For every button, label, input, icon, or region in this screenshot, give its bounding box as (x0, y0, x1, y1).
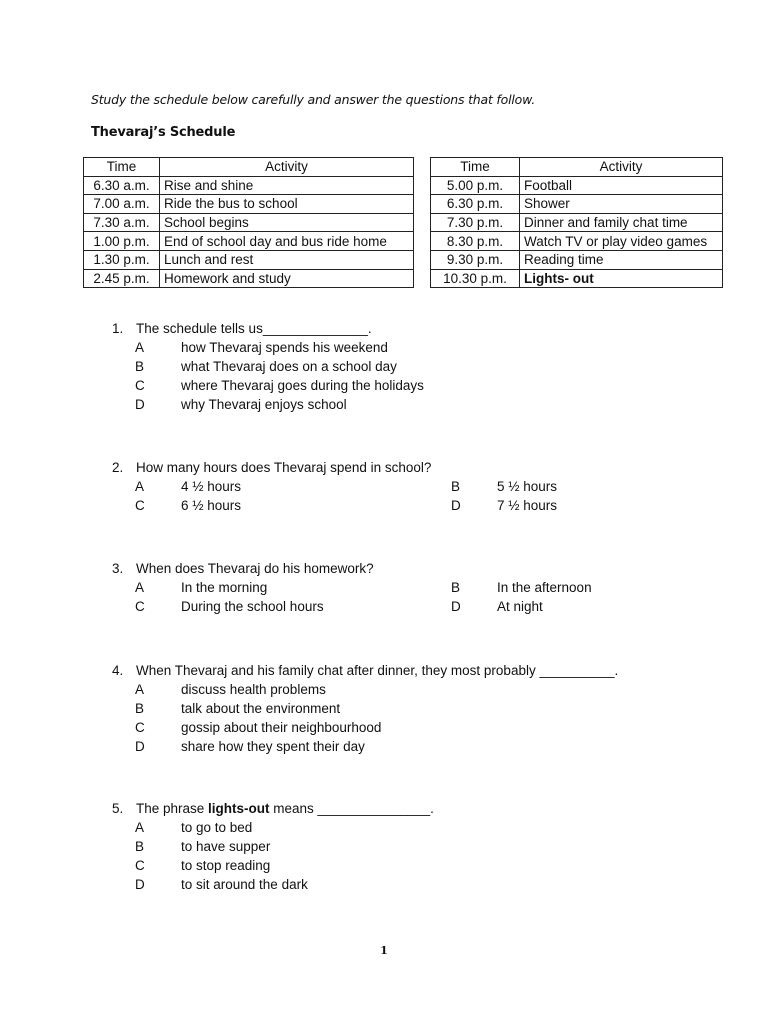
time-cell: 10.30 p.m. (431, 269, 520, 288)
question-number: 4. (112, 663, 124, 678)
activity-cell: End of school day and bus ride home (160, 232, 414, 251)
question-number: 1. (112, 321, 124, 336)
option-text-b[interactable]: 5 ½ hours (497, 479, 558, 494)
option-letter-c[interactable]: C (135, 599, 145, 614)
option-text: discuss health problems (181, 682, 326, 697)
table-row (431, 269, 723, 288)
question-stem: The schedule tells us______________. (136, 321, 372, 336)
question-number: 3. (112, 561, 124, 576)
option-a[interactable] (112, 680, 712, 699)
question-4 (112, 661, 712, 756)
option-letter-b[interactable]: B (451, 580, 461, 595)
option-text-a[interactable]: In the morning (181, 580, 268, 595)
activity-cell: Watch TV or play video games (520, 232, 723, 251)
option-text: what Thevaraj does on a school day (181, 359, 397, 374)
question-stem-before: The phrase (136, 801, 209, 816)
question-stem: When Thevaraj and his family chat after dinner, they most probably __________. (136, 663, 619, 678)
activity-cell: Shower (520, 195, 723, 214)
header-activity: Activity (520, 158, 723, 177)
table-row (84, 250, 414, 269)
table-row (84, 232, 414, 251)
table-row (431, 232, 723, 251)
schedule-title: Thevaraj’s Schedule (91, 125, 236, 140)
option-text: to stop reading (181, 858, 271, 873)
option-letter: C (135, 720, 145, 735)
activity-cell: Homework and study (160, 269, 414, 288)
option-text: talk about the environment (181, 701, 341, 716)
option-text: why Thevaraj enjoys school (181, 397, 347, 412)
option-b[interactable] (112, 357, 712, 376)
option-row (112, 578, 712, 597)
option-c[interactable] (112, 718, 712, 737)
activity-cell: Lights- out (520, 269, 723, 288)
activity-cell: Football (520, 176, 723, 195)
option-letter: A (135, 820, 145, 835)
option-row (112, 597, 712, 616)
table-row (84, 195, 414, 214)
option-letter: C (135, 378, 145, 393)
header-time: Time (431, 158, 520, 177)
table-row (84, 176, 414, 195)
table-header-row (84, 158, 414, 177)
question-3 (112, 559, 712, 616)
table-row (84, 213, 414, 232)
option-d[interactable] (112, 395, 712, 414)
option-text: gossip about their neighbourhood (181, 720, 382, 735)
activity-cell: Ride the bus to school (160, 195, 414, 214)
activity-cell: Rise and shine (160, 176, 414, 195)
header-time: Time (84, 158, 160, 177)
option-text: to go to bed (181, 820, 253, 835)
time-cell: 7.30 a.m. (84, 213, 160, 232)
question-2 (112, 458, 712, 515)
time-cell: 6.30 p.m. (431, 195, 520, 214)
option-text: where Thevaraj goes during the holidays (181, 378, 424, 393)
question-5 (112, 799, 712, 894)
activity-cell: Reading time (520, 250, 723, 269)
time-cell: 1.00 p.m. (84, 232, 160, 251)
time-cell: 7.30 p.m. (431, 213, 520, 232)
option-c[interactable] (112, 856, 712, 875)
option-text: to sit around the dark (181, 877, 308, 892)
time-cell: 5.00 p.m. (431, 176, 520, 195)
time-cell: 2.45 p.m. (84, 269, 160, 288)
table-row (431, 250, 723, 269)
option-text: to have supper (181, 839, 271, 854)
option-row (112, 496, 712, 515)
option-letter: B (135, 701, 145, 716)
option-text: how Thevaraj spends his weekend (181, 340, 388, 355)
option-letter-a[interactable]: A (135, 479, 145, 494)
time-cell: 7.00 a.m. (84, 195, 160, 214)
time-cell: 8.30 p.m. (431, 232, 520, 251)
option-letter-b[interactable]: B (451, 479, 461, 494)
table-row (431, 176, 723, 195)
option-letter-d[interactable]: D (451, 599, 461, 614)
schedule-table-morning (83, 157, 414, 288)
option-letter: B (135, 359, 145, 374)
activity-cell: School begins (160, 213, 414, 232)
time-cell: 6.30 a.m. (84, 176, 160, 195)
question-number: 2. (112, 460, 124, 475)
question-number: 5. (112, 801, 124, 816)
option-a[interactable] (112, 338, 712, 357)
header-activity: Activity (160, 158, 414, 177)
instruction-text: Study the schedule below carefully and answer the questions that follow. (91, 92, 536, 107)
option-letter: D (135, 739, 145, 754)
option-text-a[interactable]: 4 ½ hours (181, 479, 242, 494)
option-b[interactable] (112, 837, 712, 856)
question-1 (112, 319, 712, 414)
option-text-c[interactable]: 6 ½ hours (181, 498, 242, 513)
option-row (112, 477, 712, 496)
question-stem-after: means _______________. (269, 801, 434, 816)
option-letter: D (135, 877, 145, 892)
option-text-d[interactable]: At night (497, 599, 543, 614)
question-stem-phrase: lights-out (208, 801, 270, 816)
table-header-row (431, 158, 723, 177)
option-b[interactable] (112, 699, 712, 718)
option-d[interactable] (112, 737, 712, 756)
option-text-c[interactable]: During the school hours (181, 599, 324, 614)
option-a[interactable] (112, 818, 712, 837)
question-stem: When does Thevaraj do his homework? (136, 561, 374, 576)
option-letter-a[interactable]: A (135, 580, 145, 595)
option-letter-d[interactable]: D (451, 498, 461, 513)
option-letter: A (135, 682, 145, 697)
option-c[interactable] (112, 376, 712, 395)
option-text: share how they spent their day (181, 739, 365, 754)
table-row (431, 195, 723, 214)
table-row (84, 269, 414, 288)
time-cell: 1.30 p.m. (84, 250, 160, 269)
activity-cell: Dinner and family chat time (520, 213, 723, 232)
activity-cell: Lunch and rest (160, 250, 414, 269)
page-number: 1 (380, 944, 388, 957)
option-letter: A (135, 340, 145, 355)
table-row (431, 213, 723, 232)
option-letter: C (135, 858, 145, 873)
option-letter: D (135, 397, 145, 412)
question-stem: How many hours does Thevaraj spend in school? (136, 460, 432, 475)
option-text-d[interactable]: 7 ½ hours (497, 498, 558, 513)
option-letter: B (135, 839, 145, 854)
option-d[interactable] (112, 875, 712, 894)
time-cell: 9.30 p.m. (431, 250, 520, 269)
option-letter-c[interactable]: C (135, 498, 145, 513)
schedule-table-evening (430, 157, 723, 288)
option-text-b[interactable]: In the afternoon (497, 580, 592, 595)
